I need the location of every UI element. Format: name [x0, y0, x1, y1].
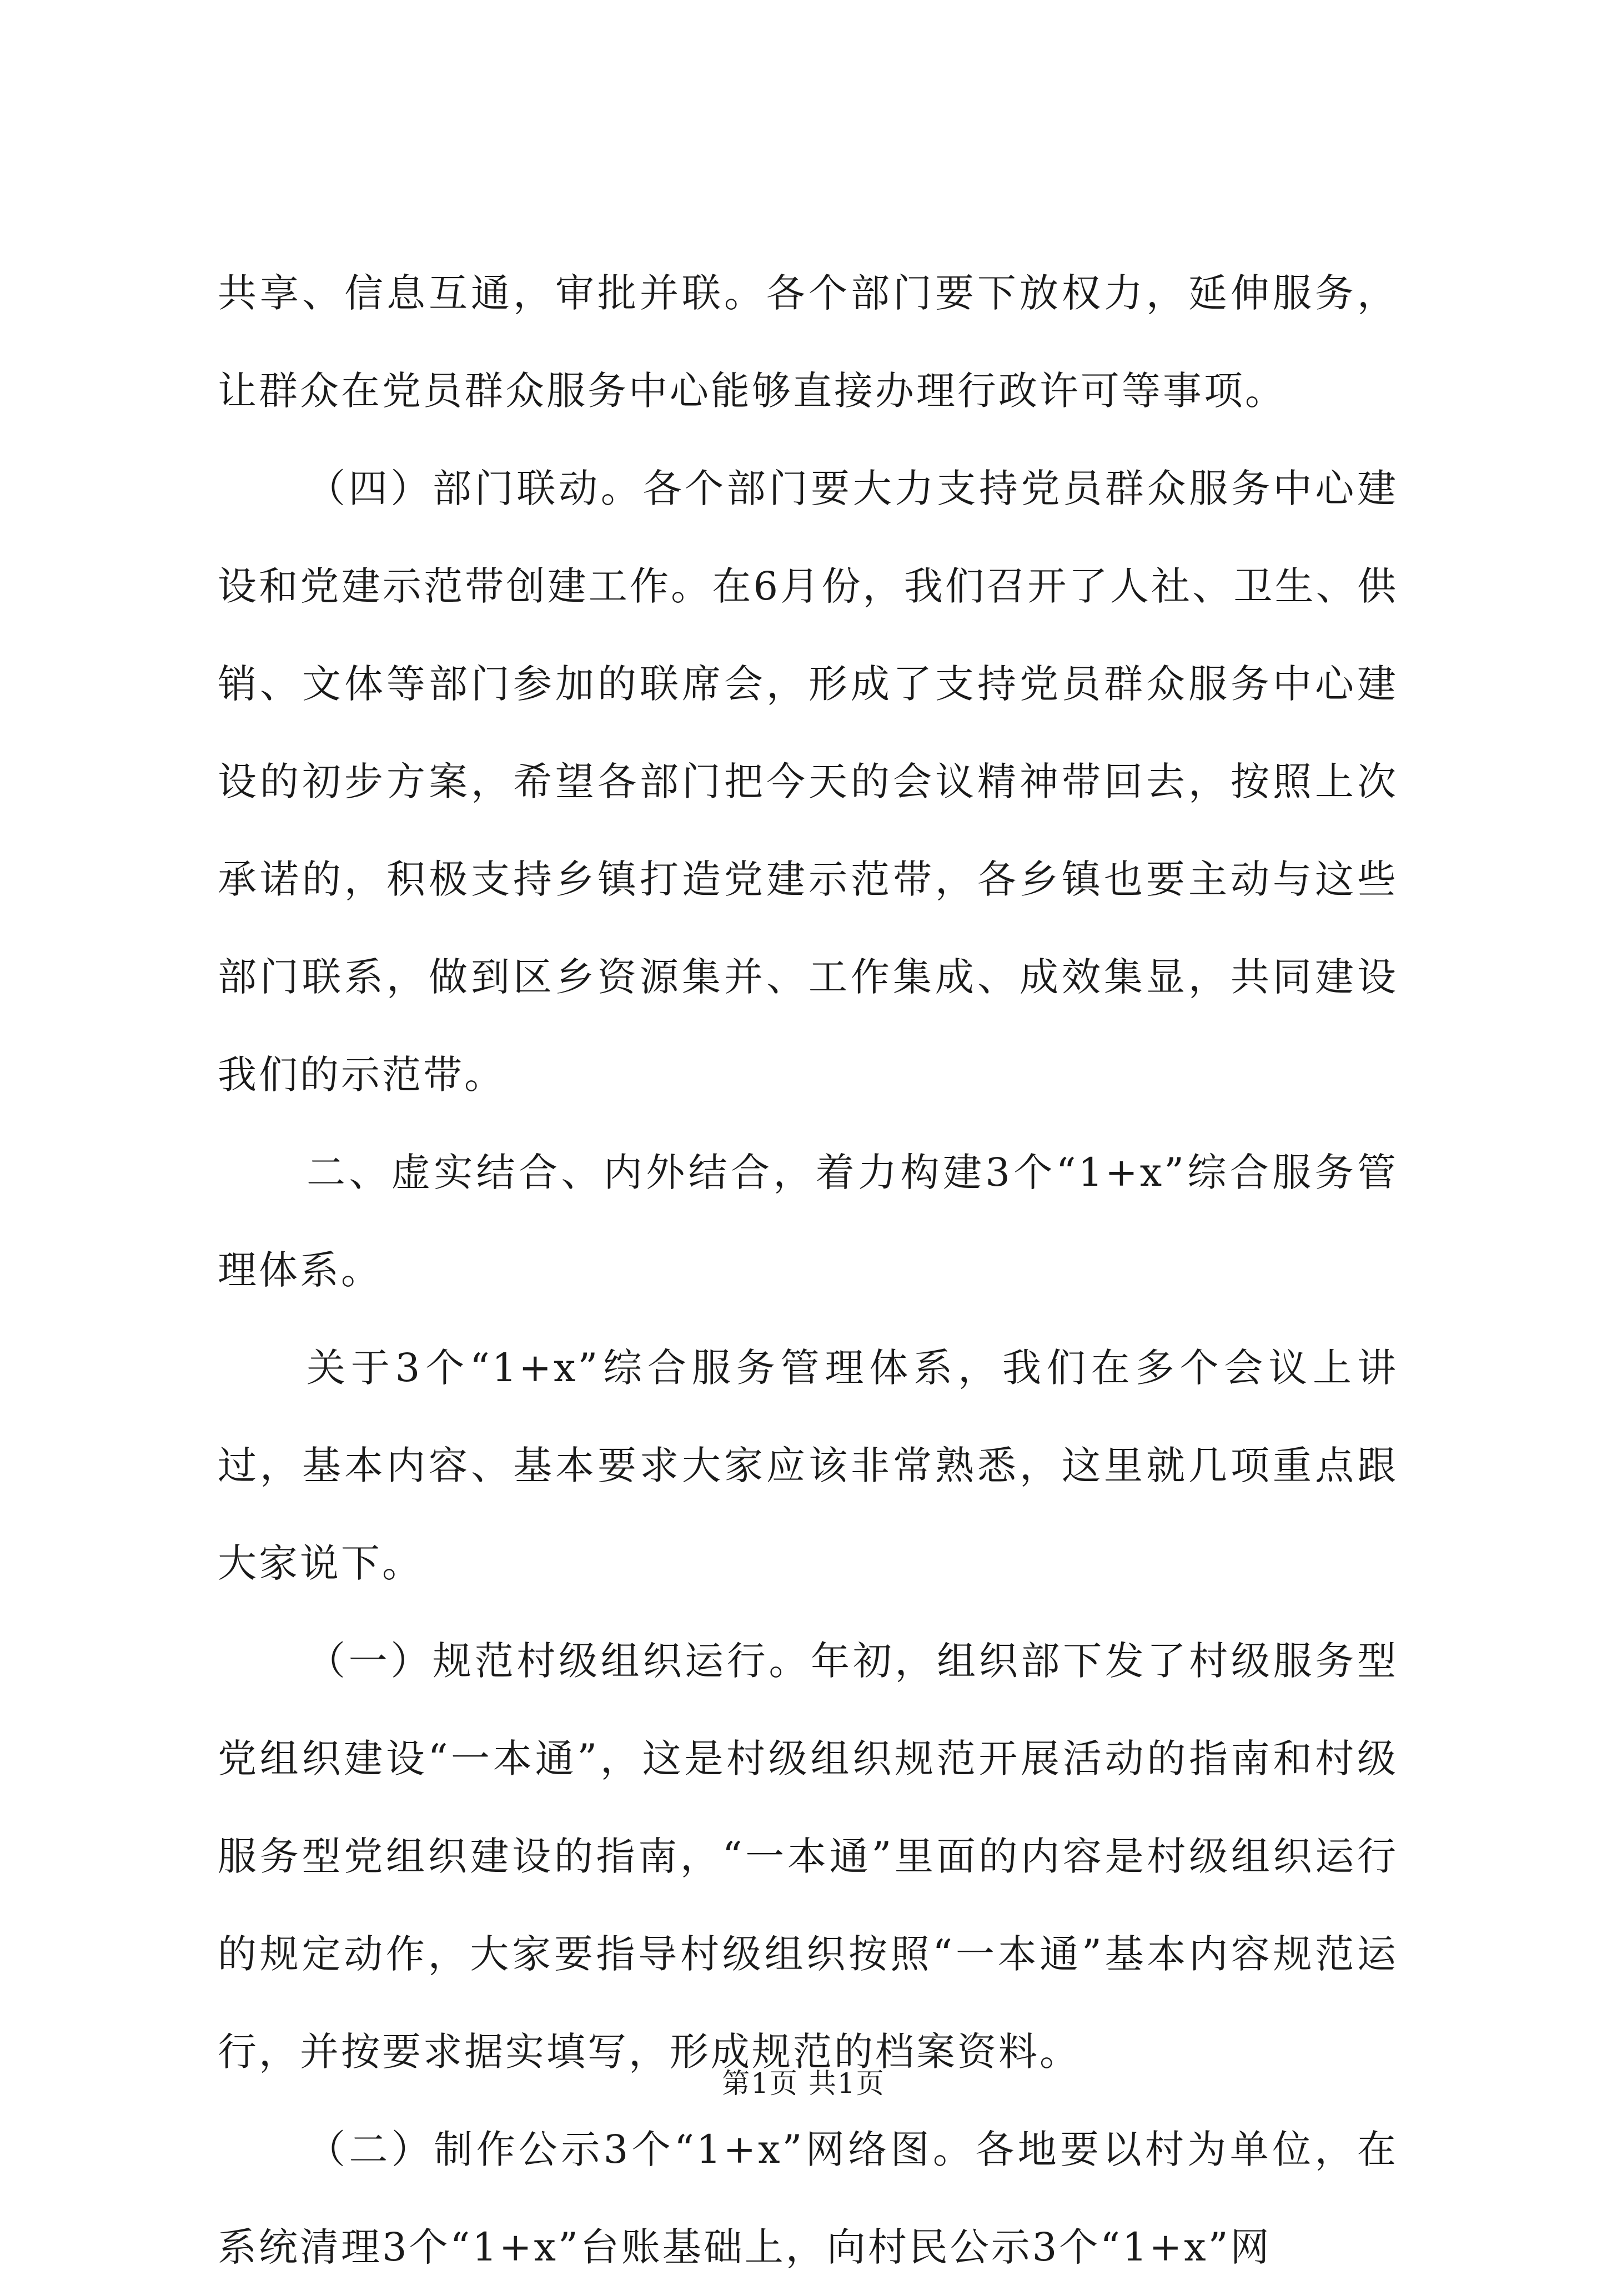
paragraph-6: （二）制作公示3个“1+x”网络图。各地要以村为单位，在系统清理3个“1+x”台账基础上，向村民公示3个“1+x”网: [218, 2127, 1398, 2270]
paragraph-4: 关于3个“1+x”综合服务管理体系，我们在多个会议上讲过，基本内容、基本要求大家应该非常熟悉，这里就几项重点跟大家说下。: [218, 1345, 1398, 1586]
document-body: [218, 244, 1398, 2296]
paragraph-2: （四）部门联动。各个部门要大力支持党员群众服务中心建设和党建示范带创建工作。在6月份，我们召开了人社、卫生、供销、文体等部门参加的联席会，形成了支持党员群众服务中心建设的初步方案，希望各部门把今天的会议精神带回去，按照上次承诺的，积极支持乡镇打造党建示范带，各乡镇也要主动与这些部门联系，做到区乡资源集并、工作集成、成效集显，共同建设我们的示范带。: [218, 466, 1398, 1097]
paragraph-1: 共享、信息互通，审批并联。各个部门要下放权力，延伸服务，让群众在党员群众服务中心能够直接办理行政许可等事项。: [218, 270, 1398, 414]
paragraph-3: 二、虚实结合、内外结合，着力构建3个“1+x”综合服务管理体系。: [218, 1150, 1398, 1293]
page-number-label: 第1页 共1页: [722, 2067, 885, 2099]
paragraph-5: （一）规范村级组织运行。年初，组织部下发了村级服务型党组织建设“一本通”，这是村级组织规范开展活动的指南和村级服务型党组织建设的指南，“一本通”里面的内容是村级组织运行的规定动作，大家要指导村级组织按照“一本通”基本内容规范运行，并按要求据实填写，形成规范的档案资料。: [218, 1638, 1398, 2075]
page-footer: [0, 2064, 1607, 2103]
